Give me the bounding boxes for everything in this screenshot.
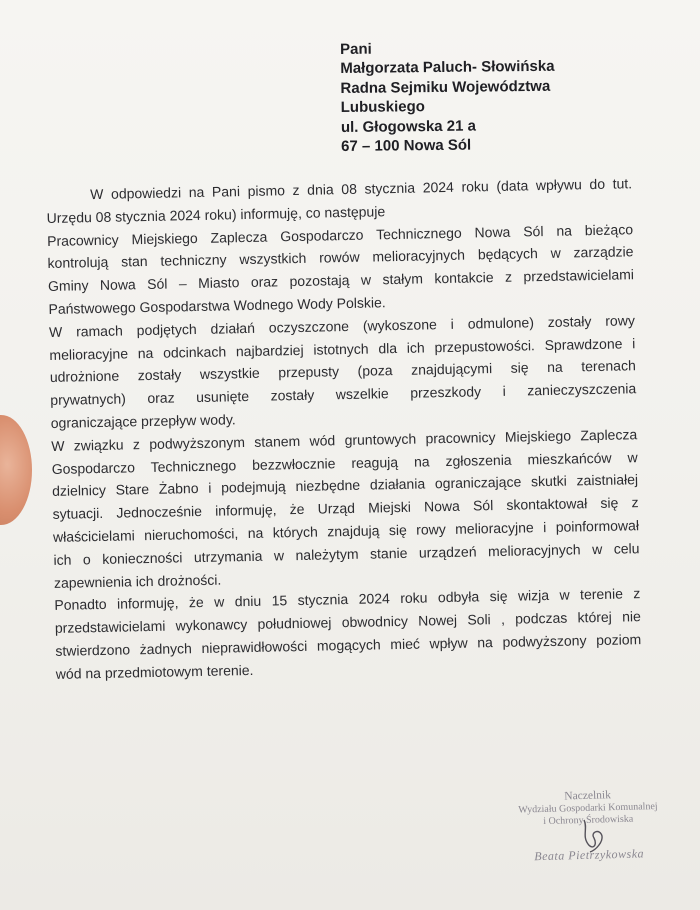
address-line: Radna Sejmiku Województwa [340, 77, 551, 97]
body-line: sytuacji. Jednocześnie informuję, że Urząd Miejski Nowa Sól skontaktował się z [52, 494, 639, 523]
body-line: W ramach podjętych działań oczyszczone (wykoszone i odmulone) zostały rowy [48, 311, 636, 340]
body-line: W odpowiedzi na Pani pismo z dnia 08 stycznia 2024 roku (data wpływu do tut. [90, 175, 633, 203]
body-line: W związku z podwyższonym stanem wód gruntowych pracownicy Miejskiego Zaplecza [51, 425, 638, 454]
address-line: Małgorzata Paluch- Słowińska [340, 58, 555, 78]
body-line: udrożnione zostały wszystkie przepusty (poza znajdującymi się na terenach [49, 357, 636, 386]
recipient-address [340, 38, 555, 157]
address-line: 67 – 100 Nowa Sól [341, 136, 472, 156]
body-line: ograniczające przepływ wody. [50, 411, 236, 431]
address-line: Pani [340, 40, 372, 58]
body-line: właścicielami nieruchomości, na których znajdują się rowy melioracyjne i poinformował [52, 517, 640, 545]
handwritten-signature-icon [578, 816, 608, 856]
stamp-title: Naczelnik [564, 789, 612, 803]
letter-body [46, 172, 642, 685]
body-line: kontrolują stan techniczny wszystkich rowów melioracyjnych będących w zarządzie [47, 243, 634, 272]
body-line: wód na przedmiotowym terenie. [55, 661, 254, 682]
stamp-department-line: Wydziału Gospodarki Komunalnej [518, 801, 658, 816]
stamp-department-line: i Ochrony Środowiska [543, 813, 634, 828]
signatory-name: Beata Pietrzykowska [534, 846, 645, 864]
body-line: ich o konieczności utrzymania w należytym stanie urządzeń melioracyjnych w celu [53, 539, 640, 568]
body-line: Urzędu 08 stycznia 2024 roku) informuję, co następuje [46, 202, 386, 226]
body-line: zapewnienia ich drożności. [53, 571, 222, 591]
body-line: melioracyjne na odcinkach najbardziej istotnych dla ich przepustowości. Sprawdzone i [49, 334, 636, 363]
body-line: przedstawicielami wykonawcy południowej obwodnicy Nowej Soli , podczas której nie [54, 608, 641, 637]
body-line: prywatnych) oraz usunięte zostały wszelkie przeszkody i zanieczyszczenia [50, 380, 637, 409]
body-line: Gospodarczo Technicznego bezzwłocznie reagują na zgłoszenia mieszkańców w [51, 448, 638, 477]
body-line: Ponadto informuję, że w dniu 15 stycznia 2024 roku odbyła się wizja w terenie z [54, 585, 641, 614]
address-line: Lubuskiego [340, 98, 425, 117]
body-line: Gminy Nowa Sól – Miasto oraz pozostają w stałym kontakcie z przedstawicielami [47, 266, 635, 295]
body-line: Pracownicy Miejskiego Zaplecza Gospodarczo Technicznego Nowa Sól na bieżąco [46, 220, 634, 249]
body-line: stwierdzono żadnych nieprawidłowości mogących mieć wpływ na podwyższony poziom [55, 631, 642, 659]
body-line: Państwowego Gospodarstwa Wodnego Wody Polskie. [48, 294, 386, 317]
body-line: dzielnicy Stare Żabno i podejmują niezbędne działania ograniczające skutki zaistniałej [52, 471, 639, 500]
address-line: ul. Głogowska 21 a [340, 117, 477, 136]
